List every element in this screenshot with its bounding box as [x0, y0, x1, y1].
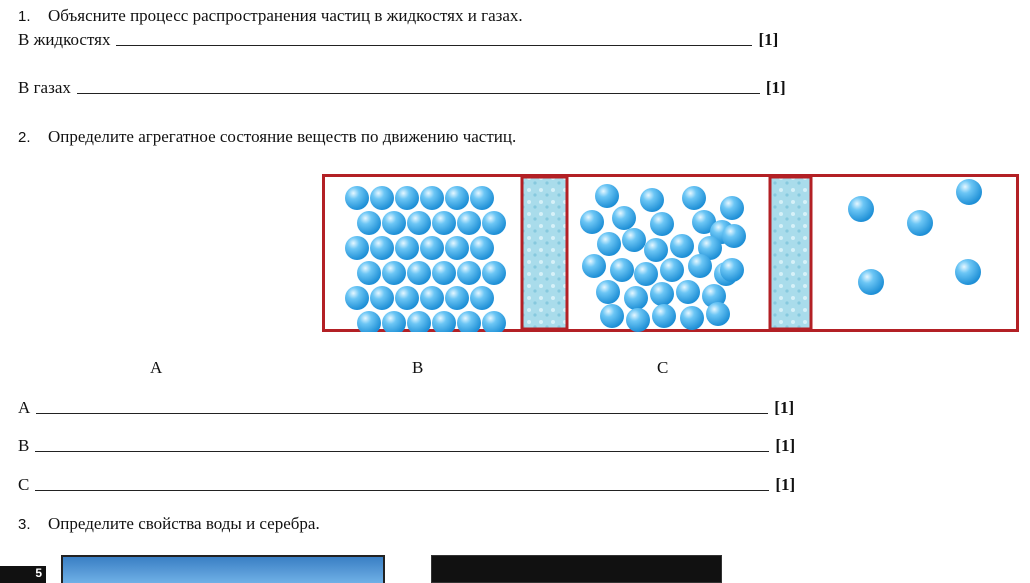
solid-particle — [482, 211, 506, 235]
solid-particle — [345, 286, 369, 310]
solid-particle — [382, 261, 406, 285]
answer-blank-b[interactable] — [35, 437, 769, 452]
gas-particle — [858, 269, 884, 295]
solid-particle — [470, 236, 494, 260]
answer-label-c: С — [18, 475, 30, 494]
question-3-text: Определите свойства воды и серебра. — [48, 514, 320, 533]
question-2-number: 2. — [18, 129, 31, 146]
liquid-particle — [582, 254, 606, 278]
solid-particle — [370, 236, 394, 260]
solid-particle — [420, 236, 444, 260]
question-1-text: Объясните процесс распространения частиц в жидкостях и газах. — [48, 6, 523, 25]
question-1 — [18, 6, 523, 26]
solid-particle — [370, 186, 394, 210]
liquid-particle — [660, 258, 684, 282]
answer-mark-gases: [1] — [765, 78, 786, 97]
liquid-particle — [634, 262, 658, 286]
liquid-particle — [595, 184, 619, 208]
liquid-particle — [610, 258, 634, 282]
solid-particle — [470, 186, 494, 210]
particle-states-diagram — [322, 174, 1019, 332]
answer-blank-liquids[interactable] — [116, 31, 752, 46]
answer-blank-c[interactable] — [35, 476, 769, 491]
silver-photo — [431, 555, 722, 583]
liquid-particle — [596, 280, 620, 304]
gas-particle — [956, 179, 982, 205]
liquid-particle — [720, 258, 744, 282]
answer-label-a: А — [18, 398, 31, 417]
liquid-particle — [626, 308, 650, 332]
liquid-particle — [650, 212, 674, 236]
answer-label-b: В — [18, 436, 30, 455]
answer-mark-a: [1] — [774, 398, 795, 417]
liquid-particle — [680, 306, 704, 330]
answer-mark-c: [1] — [775, 475, 796, 494]
question-3-number: 3. — [18, 516, 31, 533]
gas-particle — [907, 210, 933, 236]
question-2 — [18, 127, 516, 147]
liquid-particle — [722, 224, 746, 248]
question-3 — [18, 514, 320, 534]
diagram-label-c: С — [657, 358, 669, 377]
liquid-particle — [650, 282, 674, 306]
answer-mark-liquids: [1] — [758, 30, 779, 49]
question-1-number: 1. — [18, 8, 31, 25]
answer-line-c[interactable] — [18, 475, 795, 495]
liquid-particle — [624, 286, 648, 310]
separator-wall-1 — [522, 177, 567, 329]
water-photo — [61, 555, 385, 583]
solid-particle — [407, 211, 431, 235]
answer-mark-b: [1] — [775, 436, 796, 455]
liquid-particle — [612, 206, 636, 230]
answer-line-a[interactable] — [18, 398, 794, 418]
gas-particle — [848, 196, 874, 222]
solid-particle — [432, 261, 456, 285]
liquid-particle — [688, 254, 712, 278]
solid-particle — [445, 186, 469, 210]
solid-particle — [445, 236, 469, 260]
liquid-particle — [682, 186, 706, 210]
liquid-particle — [640, 188, 664, 212]
diagram-label-b: В — [412, 358, 424, 377]
liquid-particle — [580, 210, 604, 234]
answer-line-gases[interactable] — [18, 78, 786, 98]
solid-particle — [420, 186, 444, 210]
solid-particle — [345, 186, 369, 210]
solid-particle — [395, 186, 419, 210]
answer-label-gases: В газах — [18, 78, 71, 97]
answer-blank-gases[interactable] — [77, 79, 760, 94]
solid-particle — [457, 211, 481, 235]
liquid-particle — [652, 304, 676, 328]
answer-blank-a[interactable] — [36, 399, 768, 414]
solid-particle — [370, 286, 394, 310]
solid-particle — [395, 236, 419, 260]
solid-particle — [445, 286, 469, 310]
liquid-particle — [720, 196, 744, 220]
page-number-badge: 5 — [0, 566, 46, 583]
answer-line-liquids[interactable] — [18, 30, 778, 50]
gas-particle — [955, 259, 981, 285]
solid-particle — [470, 286, 494, 310]
liquid-particle — [706, 302, 730, 326]
liquid-particle — [670, 234, 694, 258]
liquid-particle — [600, 304, 624, 328]
solid-particle — [482, 261, 506, 285]
question-2-text: Определите агрегатное состояние веществ по движению частиц. — [48, 127, 517, 146]
liquid-particle — [676, 280, 700, 304]
solid-particle — [407, 261, 431, 285]
solid-particle — [432, 211, 456, 235]
liquid-particle — [622, 228, 646, 252]
solid-particle — [420, 286, 444, 310]
solid-particle — [357, 211, 381, 235]
solid-particle — [357, 261, 381, 285]
separator-wall-2 — [770, 177, 811, 329]
diagram-label-a: А — [150, 358, 163, 377]
solid-particle — [382, 211, 406, 235]
answer-line-b[interactable] — [18, 436, 795, 456]
liquid-particle — [644, 238, 668, 262]
solid-particle — [395, 286, 419, 310]
liquid-particle — [597, 232, 621, 256]
solid-particle — [345, 236, 369, 260]
answer-label-liquids: В жидкостях — [18, 30, 111, 49]
solid-particle — [457, 261, 481, 285]
